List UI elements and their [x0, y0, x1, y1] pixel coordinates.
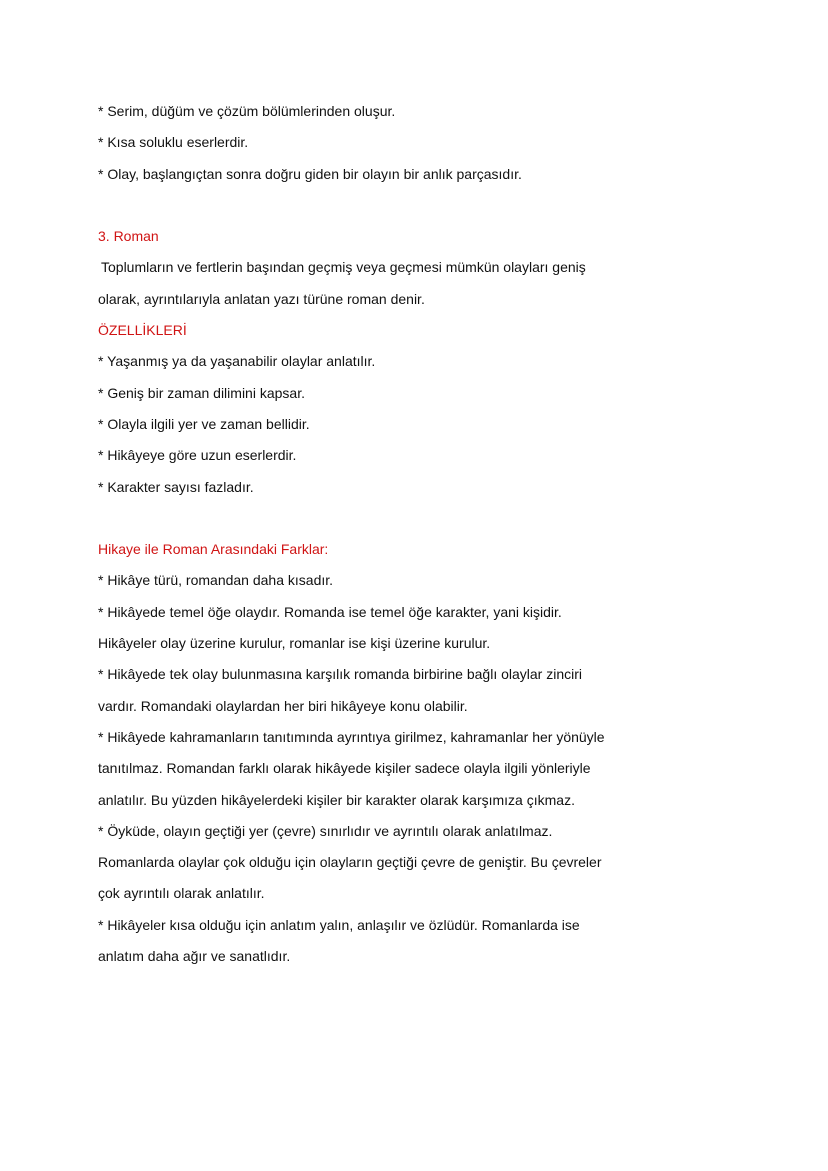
difference-line-10: Romanlarda olaylar çok olduğu için olayların geçtiği çevre de geniştir. Bu çevreler: [98, 854, 602, 871]
feature-item-1: * Yaşanmış ya da yaşanabilir olaylar anlatılır.: [98, 353, 376, 370]
difference-line-7: tanıtılmaz. Romandan farklı olarak hikâyede kişiler sadece olayla ilgili yönleriyle: [98, 760, 591, 777]
roman-heading: 3. Roman: [98, 228, 159, 245]
spacer: [98, 503, 698, 534]
difference-line-3: Hikâyeler olay üzerine kurulur, romanlar ise kişi üzerine kurulur.: [98, 635, 491, 652]
difference-line-2: * Hikâyede temel öğe olaydır. Romanda ise temel öğe karakter, yani kişidir.: [98, 603, 562, 620]
feature-item-2: * Geniş bir zaman dilimini kapsar.: [98, 384, 305, 401]
difference-line-4: * Hikâyede tek olay bulunmasına karşılık romanda birbirine bağlı olaylar zinciri: [98, 666, 583, 683]
features-heading: ÖZELLİKLERİ: [98, 322, 187, 339]
intro-bullet-1: * Serim, düğüm ve çözüm bölümlerinden oluşur.: [98, 103, 396, 119]
feature-item-3: * Olayla ilgili yer ve zaman bellidir.: [98, 415, 310, 432]
spacer: [98, 190, 698, 221]
difference-line-1: * Hikâye türü, romandan daha kısadır.: [98, 572, 334, 589]
intro-bullet-2: * Kısa soluklu eserlerdir.: [98, 134, 249, 151]
difference-line-9: * Öyküde, olayın geçtiği yer (çevre) sınırlıdır ve ayrıntılı olarak anlatılmaz.: [98, 822, 553, 839]
difference-line-6: * Hikâyede kahramanların tanıtımında ayrıntıya girilmez, kahramanlar her yönüyle: [98, 728, 605, 745]
difference-line-8: anlatılır. Bu yüzden hikâyelerdeki kişiler bir karakter olarak karşımıza çıkmaz.: [98, 791, 575, 808]
feature-item-5: * Karakter sayısı fazladır.: [98, 478, 254, 495]
difference-line-11: çok ayrıntılı olarak anlatılır.: [98, 885, 265, 902]
feature-item-4: * Hikâyeye göre uzun eserlerdir.: [98, 447, 297, 464]
difference-line-5: vardır. Romandaki olaylardan her biri hikâyeye konu olabilir.: [98, 697, 468, 714]
roman-definition-line-2: olarak, ayrıntılarıyla anlatan yazı türüne roman denir.: [98, 290, 425, 307]
document-content: [98, 96, 698, 972]
roman-definition-line-1: Toplumların ve fertlerin başından geçmiş veya geçmesi mümkün olayları geniş: [101, 259, 586, 276]
difference-line-12: * Hikâyeler kısa olduğu için anlatım yalın, anlaşılır ve özlüdür. Romanlarda ise: [98, 916, 580, 933]
difference-line-13: anlatım daha ağır ve sanatlıdır.: [98, 948, 291, 965]
intro-bullet-3: * Olay, başlangıçtan sonra doğru giden bir olayın bir anlık parçasıdır.: [98, 165, 522, 182]
differences-heading: Hikaye ile Roman Arasındaki Farklar:: [98, 541, 329, 558]
